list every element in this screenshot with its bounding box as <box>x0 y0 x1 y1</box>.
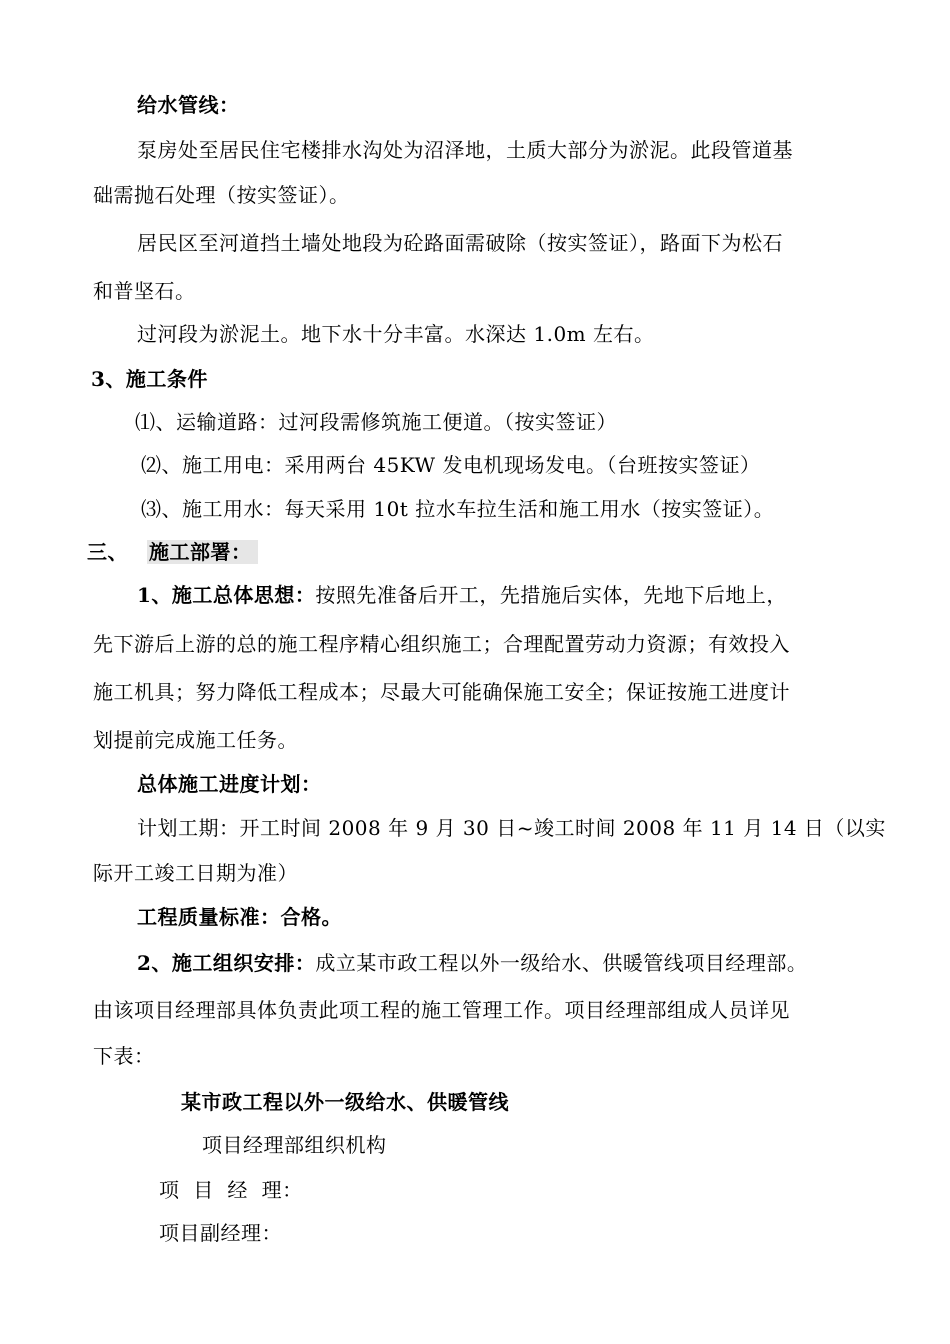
section-three-number: 三、 <box>87 540 128 564</box>
water-pipeline-paragraph-1-line-2: 础需抛石处理（按实签证）。 <box>93 183 350 207</box>
org-chart-subtitle: 项目经理部组织机构 <box>202 1133 387 1157</box>
construction-conditions-heading: 3、施工条件 <box>91 367 208 391</box>
section-three-title-text: 施工部署： <box>147 540 258 564</box>
organization-label: 2、施工组织安排： <box>137 951 316 975</box>
water-pipeline-heading: 给水管线： <box>137 93 240 117</box>
org-chart-title: 某市政工程以外一级给水、供暖管线 <box>181 1090 509 1114</box>
overall-idea-line-3: 施工机具；努力降低工程成本；尽最大可能确保施工安全；保证按施工进度计 <box>93 680 790 704</box>
section-three-title <box>147 539 258 565</box>
organization-line-2: 由该项目经理部具体负责此项工程的施工管理工作。项目经理部组成人员详见 <box>93 998 790 1022</box>
organization-line-1 <box>137 950 807 976</box>
condition-item-water: ⑶、施工用水：每天采用 10t 拉水车拉生活和施工用水（按实签证）。 <box>141 497 775 521</box>
organization-line-3: 下表： <box>93 1044 155 1068</box>
schedule-line-1: 计划工期：开工时间 2008 年 9 月 30 日~竣工时间 2008 年 11 月 14 日（以实 <box>137 816 886 840</box>
overall-idea-text: 按照先准备后开工，先措施后实体，先地下后地上， <box>315 583 787 607</box>
water-pipeline-paragraph-2-line-1: 居民区至河道挡土墙处地段为砼路面需破除（按实签证），路面下为松石 <box>137 231 783 255</box>
project-manager-label: 项 目 经 理： <box>159 1178 303 1202</box>
overall-idea-line-1 <box>137 582 787 608</box>
quality-standard: 工程质量标准：合格。 <box>137 905 342 929</box>
condition-item-electricity: ⑵、施工用电：采用两台 45KW 发电机现场发电。（台班按实签证） <box>141 453 761 477</box>
water-pipeline-paragraph-1-line-1: 泵房处至居民住宅楼排水沟处为沼泽地，土质大部分为淤泥。此段管道基 <box>137 138 793 162</box>
overall-idea-label: 1、施工总体思想： <box>137 583 316 607</box>
deputy-manager-label: 项目副经理： <box>159 1221 282 1245</box>
overall-idea-line-4: 划提前完成施工任务。 <box>93 728 298 752</box>
schedule-line-2: 际开工竣工日期为准） <box>93 861 298 885</box>
water-pipeline-paragraph-3: 过河段为淤泥土。地下水十分丰富。水深达 1.0m 左右。 <box>137 322 655 346</box>
condition-item-transport: ⑴、运输道路：过河段需修筑施工便道。（按实签证） <box>135 410 617 434</box>
organization-text: 成立某市政工程以外一级给水、供暖管线项目经理部。 <box>315 951 808 975</box>
schedule-heading: 总体施工进度计划： <box>137 772 322 796</box>
water-pipeline-paragraph-2-line-2: 和普坚石。 <box>93 279 196 303</box>
overall-idea-line-2: 先下游后上游的总的施工程序精心组织施工；合理配置劳动力资源；有效投入 <box>93 632 790 656</box>
